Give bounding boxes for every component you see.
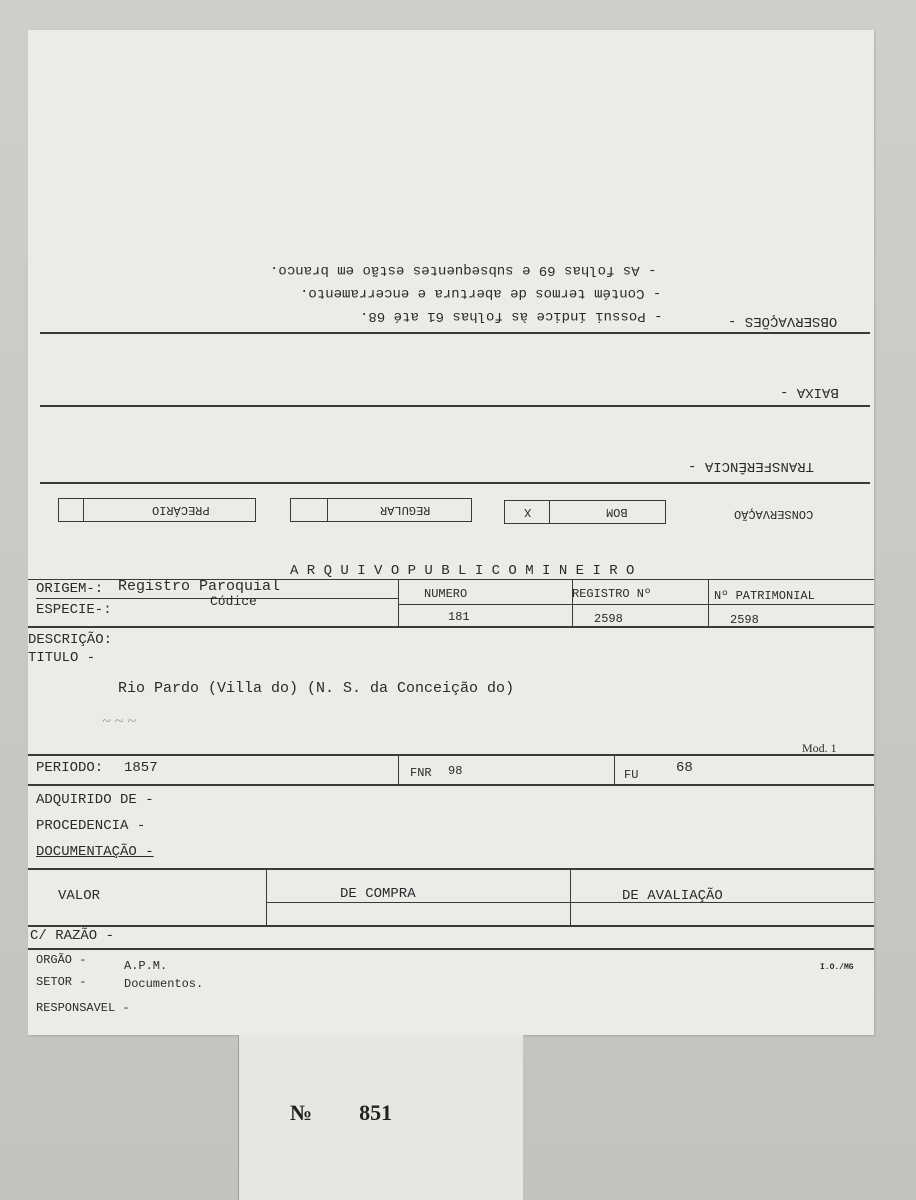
orgao-value: A.P.M. bbox=[124, 959, 168, 973]
observacoes-line-3: - As folhas 69 e subsequentes estão em branco. bbox=[270, 262, 657, 278]
institution-header: A R Q U I V O P U B L I C O M I N E I R O bbox=[290, 563, 635, 579]
bom-mark: X bbox=[524, 505, 532, 519]
periodo-label: PERIODO: bbox=[36, 760, 104, 776]
fu-label: FU bbox=[624, 768, 639, 782]
rule-id-row bbox=[398, 604, 874, 605]
rule-observacoes bbox=[40, 332, 870, 334]
catalog-card bbox=[28, 30, 874, 1035]
observacoes-line-2: - Contém termos de abertura e encerramento. bbox=[300, 285, 662, 301]
orgao-label: ORGÃO - bbox=[36, 953, 87, 967]
regular-label: REGULAR bbox=[380, 503, 431, 517]
responsavel-label: RESPONSAVEL - bbox=[36, 1001, 130, 1015]
conservacao-label: CONSERVAÇÃO bbox=[734, 507, 814, 521]
rule-razao bbox=[28, 948, 874, 950]
numero-value: 181 bbox=[448, 610, 470, 624]
observacoes-label: OBSERVAÇÕES - bbox=[728, 313, 838, 329]
bom-label: BOM bbox=[606, 505, 628, 519]
rule-valor bbox=[28, 925, 874, 927]
patrimonial-label: Nº PATRIMONIAL bbox=[714, 589, 815, 603]
patrimonial-value: 2598 bbox=[730, 613, 759, 627]
setor-value: Documentos. bbox=[124, 977, 204, 991]
adquirido-label: ADQUIRIDO DE - bbox=[36, 792, 154, 808]
origem-value: Registro Paroquial bbox=[118, 578, 281, 595]
faint-handwriting: ~ ~ ~ bbox=[102, 713, 136, 730]
origem-label: ORIGEM-: bbox=[36, 581, 104, 597]
razao-label: C/ RAZÃO - bbox=[30, 928, 115, 944]
descricao-label: DESCRIÇÃO: bbox=[28, 632, 113, 648]
compra-label: DE COMPRA bbox=[340, 886, 416, 902]
fu-value: 68 bbox=[676, 760, 693, 776]
transferencia-label: TRANSFERÊNCIA - bbox=[688, 458, 815, 474]
archive-number: 851 bbox=[359, 1100, 393, 1125]
setor-label: SETOR - bbox=[36, 975, 87, 989]
mod-label: Mod. 1 bbox=[802, 741, 837, 755]
avaliacao-label: DE AVALIAÇÃO bbox=[622, 888, 723, 904]
especie-value: Códice bbox=[210, 594, 257, 609]
documentacao-label: DOCUMENTAÇÃO - bbox=[36, 844, 154, 860]
titulo-value: Rio Pardo (Villa do) (N. S. da Conceição do) bbox=[118, 680, 515, 697]
printer-mark: I.O./MG bbox=[820, 963, 854, 972]
baixa-label: BAIXA - bbox=[780, 384, 839, 400]
number-sign: № bbox=[290, 1100, 313, 1125]
periodo-value: 1857 bbox=[124, 760, 158, 776]
valor-label: VALOR bbox=[58, 888, 101, 904]
especie-label: ESPECIE-: bbox=[36, 602, 112, 618]
observacoes-line-1: - Possui índice às folhas 61 até 68. bbox=[360, 308, 663, 324]
registro-label: REGISTRO Nº bbox=[572, 587, 652, 601]
fnr-label: FNR bbox=[410, 766, 432, 780]
rule-transferencia bbox=[40, 482, 870, 484]
titulo-label: TITULO - bbox=[28, 650, 96, 666]
registro-value: 2598 bbox=[594, 612, 623, 626]
rule-especie bbox=[28, 626, 874, 628]
precario-label: PRECÁRIO bbox=[152, 503, 210, 517]
rule-periodo bbox=[28, 784, 874, 786]
rule-baixa bbox=[40, 405, 870, 407]
archive-number-stamp bbox=[290, 1100, 392, 1126]
rule-documentacao bbox=[28, 868, 874, 870]
numero-label: NUMERO bbox=[424, 587, 468, 601]
fnr-value: 98 bbox=[448, 764, 463, 778]
rule-titulo bbox=[28, 754, 874, 756]
procedencia-label: PROCEDENCIA - bbox=[36, 818, 146, 834]
